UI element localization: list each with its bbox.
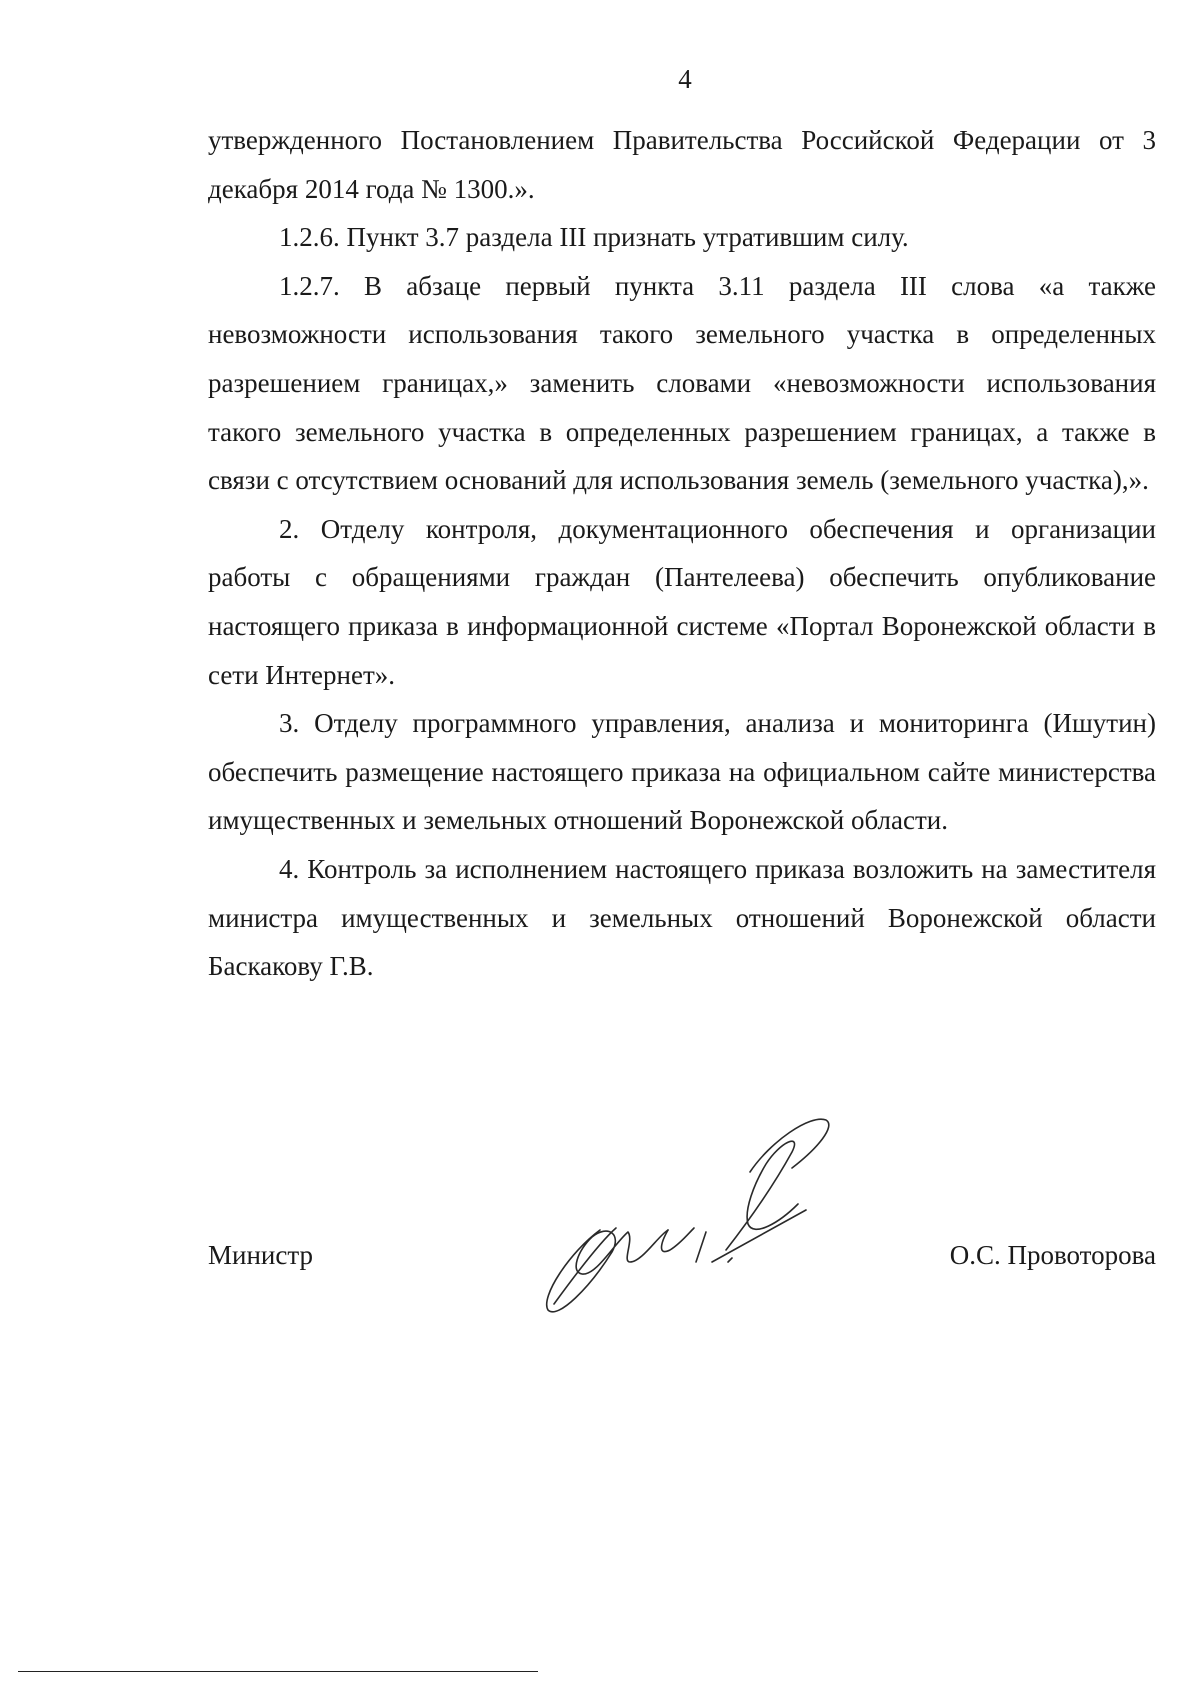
footer-divider xyxy=(18,1671,538,1672)
paragraph-continuation: утвержденного Постановлением Правительства Российской Федерации от 3 декабря 2014 года № 1300.». xyxy=(208,125,1156,204)
page-number: 4 xyxy=(678,64,692,94)
paragraph-2: 2. Отделу контроля, документационного обеспечения и организации работы с обращениями граждан (Пантелеева) обеспечить опубликование настоящего приказа в информационной системе «Портал Воронежской области в сети Интернет». xyxy=(208,513,1156,690)
paragraph-1-2-6: 1.2.6. Пункт 3.7 раздела III признать утратившим силу. xyxy=(279,222,909,253)
signature-block xyxy=(208,1231,1156,1279)
paragraph-4: 4. Контроль за исполнением настоящего приказа возложить на заместителя министра имущественных и земельных отношений Воронежской области Баскакову Г.В. xyxy=(208,853,1156,982)
handwritten-signature xyxy=(530,1112,850,1322)
signatory-name: О.С. Провоторова xyxy=(949,1240,1156,1270)
signatory-position: Министр xyxy=(208,1240,313,1270)
paragraph-3: 3. Отделу программного управления, анализа и мониторинга (Ишутин) обеспечить размещение настоящего приказа на официальном сайте министерства имущественных и земельных отношений Воронежской области. xyxy=(208,708,1156,836)
document-body xyxy=(208,116,1156,991)
paragraph-1-2-7: 1.2.7. В абзаце первый пункта 3.11 раздела III слова «а также невозможности использования такого земельного участка в определенных разрешением границах,» заменить словами «невозможности использования такого земельного участка в определенных разрешением границах, а также в связи с отсутствием оснований для использования земель (земельного участка),». xyxy=(208,270,1156,496)
